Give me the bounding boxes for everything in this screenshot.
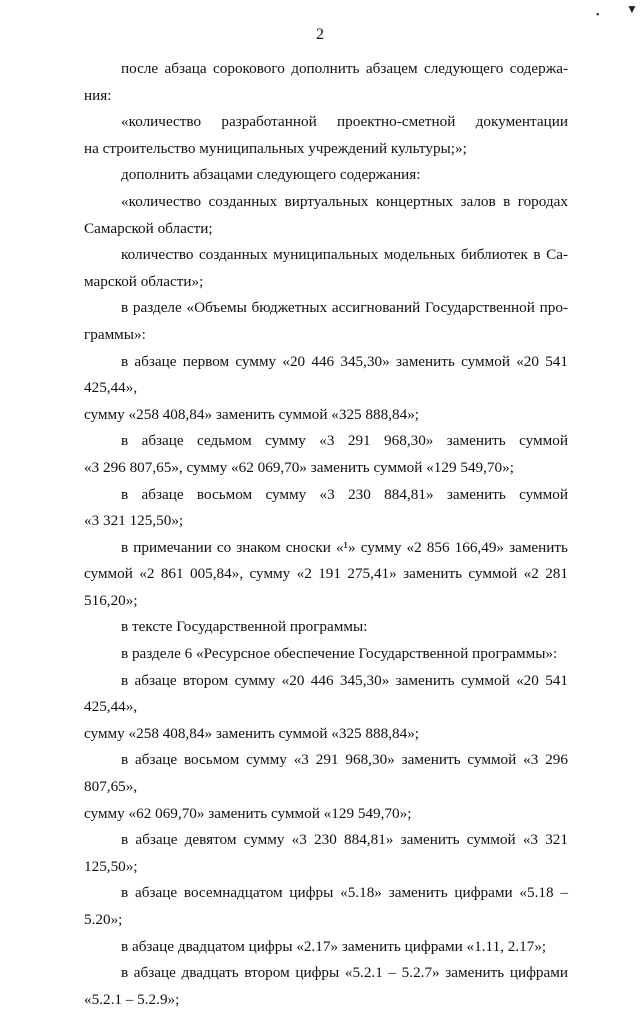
text-line: «3 321 125,50»; bbox=[84, 512, 184, 530]
text-line: в абзаце двадцатом цифры «2.17» заменить цифрами «1.11, 2.17»; bbox=[121, 937, 547, 955]
text-line: в абзаце первом сумму «20 446 345,30» заменить суммой «20 541 425,44», bbox=[84, 352, 568, 397]
text-line: «5.2.1 – 5.2.9»; bbox=[84, 990, 180, 1008]
text-line: в абзаце втором сумму «20 446 345,30» заменить суммой «20 541 425,44», bbox=[84, 671, 568, 716]
text-line: на строительство муниципальных учреждений культуры;»; bbox=[84, 139, 467, 157]
paragraph bbox=[84, 934, 568, 961]
text-line: в абзаце девятом сумму «3 230 884,81» заменить суммой «3 321 125,50»; bbox=[84, 831, 568, 875]
paragraph bbox=[84, 109, 568, 162]
text-line: дополнить абзацами следующего содержания: bbox=[121, 166, 421, 184]
text-line: в абзаце седьмом сумму «3 291 968,30» заменить суммой bbox=[121, 432, 568, 450]
scan-dot-mark: • bbox=[596, 10, 600, 21]
paragraph bbox=[84, 349, 568, 429]
text-line: Самарской области; bbox=[84, 219, 213, 237]
text-line: сумму «258 408,84» заменить суммой «325 888,84»; bbox=[84, 724, 420, 742]
paragraph bbox=[84, 641, 568, 668]
text-line: в абзаце восьмом сумму «3 291 968,30» заменить суммой «3 296 807,65», bbox=[84, 751, 568, 796]
text-line: суммой «2 861 005,84», сумму «2 191 275,41» заменить суммой «2 281 516,20»; bbox=[84, 565, 568, 609]
document-body bbox=[84, 56, 568, 1013]
text-line: после абзаца сорокового дополнить абзацем следующего содержа- bbox=[121, 60, 568, 77]
paragraph bbox=[84, 668, 568, 748]
text-line: сумму «258 408,84» заменить суммой «325 888,84»; bbox=[84, 405, 420, 423]
text-line: в разделе «Объемы бюджетных ассигнований Государственной про- bbox=[121, 299, 568, 317]
scan-corner-mark: ▼ bbox=[626, 2, 638, 16]
paragraph bbox=[84, 535, 568, 615]
paragraph bbox=[84, 428, 568, 481]
text-line: «количество разработанной проектно-сметной документации bbox=[121, 113, 568, 131]
paragraph bbox=[84, 242, 568, 295]
paragraph bbox=[84, 295, 568, 348]
text-line: в примечании со знаком сноски «¹» сумму «2 856 166,49» заменить bbox=[121, 538, 568, 556]
text-line: в абзаце восемнадцатом цифры «5.18» заменить цифрами «5.18 – 5.20»; bbox=[84, 884, 568, 928]
text-line: «3 296 807,65», сумму «62 069,70» заменить суммой «129 549,70»; bbox=[84, 458, 514, 476]
paragraph bbox=[84, 482, 568, 535]
paragraph bbox=[84, 827, 568, 880]
paragraph bbox=[84, 614, 568, 641]
text-line: граммы»: bbox=[84, 325, 146, 343]
page-number: 2 bbox=[316, 26, 324, 43]
paragraph bbox=[84, 960, 568, 1013]
text-line: в разделе 6 «Ресурсное обеспечение Государственной программы»: bbox=[121, 645, 558, 663]
text-line: в абзаце двадцать втором цифры «5.2.1 – 5.2.7» заменить цифрами bbox=[121, 964, 568, 982]
paragraph bbox=[84, 880, 568, 933]
paragraph bbox=[84, 162, 568, 189]
paragraph bbox=[84, 189, 568, 242]
text-line: количество созданных муниципальных модельных библиотек в Са- bbox=[121, 246, 568, 264]
text-line: марской области»; bbox=[84, 272, 204, 290]
paragraph bbox=[84, 56, 568, 109]
text-line: «количество созданных виртуальных концертных залов в городах bbox=[121, 192, 568, 210]
text-line: ния: bbox=[84, 86, 112, 104]
text-line: в тексте Государственной программы: bbox=[121, 618, 368, 636]
paragraph bbox=[84, 747, 568, 827]
text-line: сумму «62 069,70» заменить суммой «129 549,70»; bbox=[84, 804, 412, 822]
text-line: в абзаце восьмом сумму «3 230 884,81» заменить суммой bbox=[121, 485, 568, 503]
